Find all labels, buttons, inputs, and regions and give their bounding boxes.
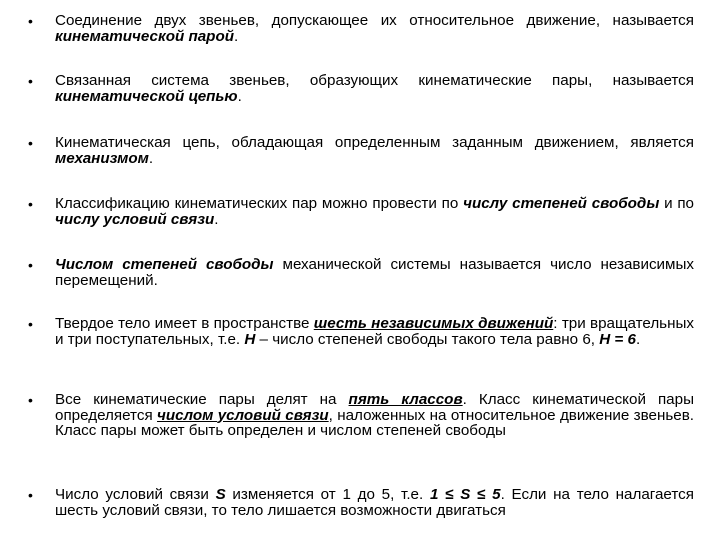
text-run: – число степеней свободы такого тела равно 6,	[255, 330, 600, 348]
bullet-item	[28, 316, 694, 347]
text-run: Все кинематические пары делят на	[55, 391, 349, 408]
bullet-item	[28, 196, 694, 227]
emphasis-term: числом условий связи	[157, 406, 329, 424]
text-run: и по	[659, 195, 695, 212]
bullet-dot: •	[28, 73, 33, 89]
bullet-text	[55, 392, 694, 439]
text-run: механической системы называется число независимых перемещений.	[55, 256, 694, 289]
emphasis-term: механизмом	[55, 149, 149, 167]
bullet-text	[55, 316, 694, 347]
bullet-item	[28, 257, 694, 288]
text-run: изменяется от 1 до 5, т.е.	[225, 486, 430, 503]
emphasis-term: Н = 6	[599, 330, 636, 348]
emphasis-term: числу степеней свободы	[463, 195, 660, 212]
text-run: Число условий связи	[55, 486, 216, 503]
bullet-dot: •	[28, 392, 33, 408]
bullet-dot: •	[28, 316, 33, 332]
bullet-item	[28, 392, 694, 439]
text-run: Твердое тело имеет в пространстве	[55, 315, 314, 332]
text-run: Связанная система звеньев, образующих кинематические пары, называется	[55, 72, 694, 89]
bullet-dot: •	[28, 487, 33, 503]
bullet-dot: •	[28, 135, 33, 151]
emphasis-term: числу условий связи	[55, 210, 215, 228]
bullet-item	[28, 13, 694, 44]
text-run: .	[214, 210, 219, 228]
bullet-dot: •	[28, 196, 33, 212]
bullet-text	[55, 196, 694, 227]
bullet-text	[55, 135, 694, 166]
bullet-item	[28, 487, 694, 518]
text-run: . Если на тело налагается шесть условий связи, то тело лишается возможности двигаться	[55, 486, 694, 519]
text-run: Кинематическая цепь, обладающая определенным заданным движением, является	[55, 134, 694, 151]
text-run: , наложенных на относительное движение звеньев. Класс пары может быть определен и числом степеней свободы	[55, 406, 694, 439]
bullet-dot: •	[28, 257, 33, 273]
emphasis-term: кинематической парой	[55, 27, 235, 45]
emphasis-term: пять классов	[348, 391, 463, 408]
emphasis-term: Н	[244, 330, 256, 348]
emphasis-term: Числом степеней свободы	[55, 256, 274, 273]
text-run: .	[148, 149, 154, 167]
text-run: Соединение двух звеньев, допускающее их относительное движение, называется	[55, 12, 694, 29]
bullet-text	[55, 13, 694, 44]
text-run: .	[635, 330, 641, 348]
emphasis-term: 1 ≤ S ≤ 5	[429, 486, 501, 503]
text-run: : три вращательных и три поступательных, т.е.	[55, 315, 694, 348]
bullet-text	[55, 487, 694, 518]
text-run: Классификацию кинематических пар можно провести по	[55, 195, 464, 212]
emphasis-term: кинематической цепью	[55, 87, 238, 105]
bullet-text	[55, 257, 694, 288]
bullet-item	[28, 73, 694, 104]
bullet-item	[28, 135, 694, 166]
text-run: .	[237, 87, 242, 105]
bullet-text	[55, 73, 694, 104]
emphasis-term: S	[215, 486, 226, 503]
text-run: .	[234, 27, 239, 45]
emphasis-term: шесть независимых движений	[313, 315, 554, 332]
text-run: . Класс кинематической пары определяется	[55, 391, 694, 424]
bullet-dot: •	[28, 13, 33, 29]
